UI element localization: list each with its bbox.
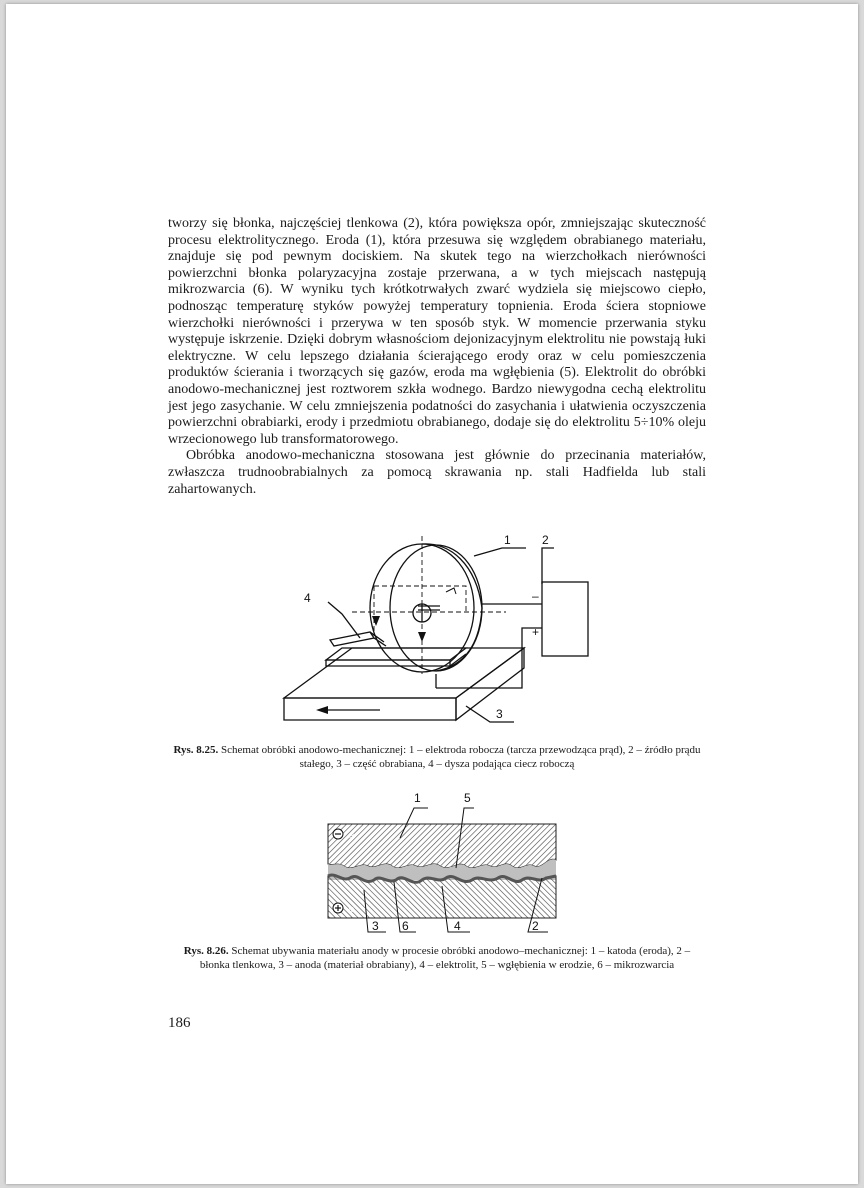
cathode [328, 824, 556, 868]
label-4: 4 [454, 919, 461, 933]
label-3: 3 [496, 707, 503, 721]
caption-8-26-number: Rys. 8.26. [183, 945, 229, 957]
figure-8-26 [322, 786, 562, 938]
label-4: 4 [304, 591, 311, 605]
caption-8-25-text: Schemat obróbki anodowo-mechanicznej: 1 – elektroda robocza (tarcza przewodząca prąd), 2 – źródło prądu stałego, 3 – część obrabiana, 4 – dysza podająca ciecz roboczą [218, 744, 701, 770]
label-1: 1 [504, 534, 511, 547]
label-2: 2 [542, 534, 549, 547]
label-minus: – [532, 589, 539, 603]
caption-8-26-text: Schemat ubywania materiału anody w procesie obróbki anodowo–mechanicznej: 1 – katoda (eroda), 2 – błonka tlenkowa, 3 – anoda (materiał obrabiany), 4 – elektrolit, 5 – wgłębienia w erodzie, 6 – mikrozwarcia [199, 945, 691, 971]
caption-8-26 [168, 944, 706, 972]
label-5: 5 [464, 791, 471, 805]
label-6: 6 [402, 919, 409, 933]
cathode-sign: ⊖ [348, 831, 355, 840]
body-text [168, 216, 706, 498]
caption-8-25-number: Rys. 8.25. [173, 744, 219, 756]
workpiece-front [284, 698, 456, 720]
label-plus: + [532, 625, 540, 639]
workpiece-side [456, 648, 524, 720]
paragraph-2: Obróbka anodowo-mechaniczna stosowana jest głównie do przecinania materiałów, zwłaszcza trudnoobrabialnych za pomocą skrawania np. stali Hadfielda lub stali zahartowanych. [168, 448, 706, 497]
anode-sign: ⊕ [348, 905, 355, 914]
power-source [542, 582, 588, 656]
caption-8-25 [168, 743, 706, 771]
paragraph-1: tworzy się błonka, najczęściej tlenkowa (2), która powiększa opór, zmniejszając skuteczność procesu elektrolitycznego. Eroda (1), która przesuwa się względem obrabianego materiału, znajduje się pod pewnym dociskiem. Na skutek tego na wierzchołkach nierówności powierzchni błonka polaryzacyjna zostaje przerwana, a w tych miejscach następują mikrozwarcia (6). W wyniku tych krótkotrwałych zwarć wydziela się miejscowo ciepło, podnosząc temperaturę styków powyżej temperatury topnienia. Eroda ściera stopniowe wierzchołki nierówności i przerywa w ten sposób styk. W momencie przerwania styku występuje iskrzenie. Dzięki dobrym własnościom dejonizacyjnym elektrolitu nie powstają łuki elektryczne. W celu lepszego działania ścierającego erody oraz w celu pomieszczenia produktów ścierania i tworzących się gazów, eroda ma wgłębienia (5). Elektrolit do obróbki anodowo-mechanicznej jest roztworem szkła wodnego. Bardzo niewygodna cechą elektrolitu jest jego zasychanie. W celu zmniejszenia podatności do zasychania i ułatwienia oczyszczenia powierzchni obrabiarki, erody i przedmiotu obrabianego, dodaje się do elektrolitu 5÷10% oleju wrzecionowego lub transformatorowego. [168, 216, 706, 447]
workpiece-top [284, 648, 524, 698]
label-1: 1 [414, 791, 421, 805]
label-2: 2 [532, 919, 539, 933]
page-number: 186 [168, 1015, 191, 1031]
nozzle [330, 632, 374, 646]
figure-8-25 [270, 534, 600, 736]
label-3: 3 [372, 919, 379, 933]
